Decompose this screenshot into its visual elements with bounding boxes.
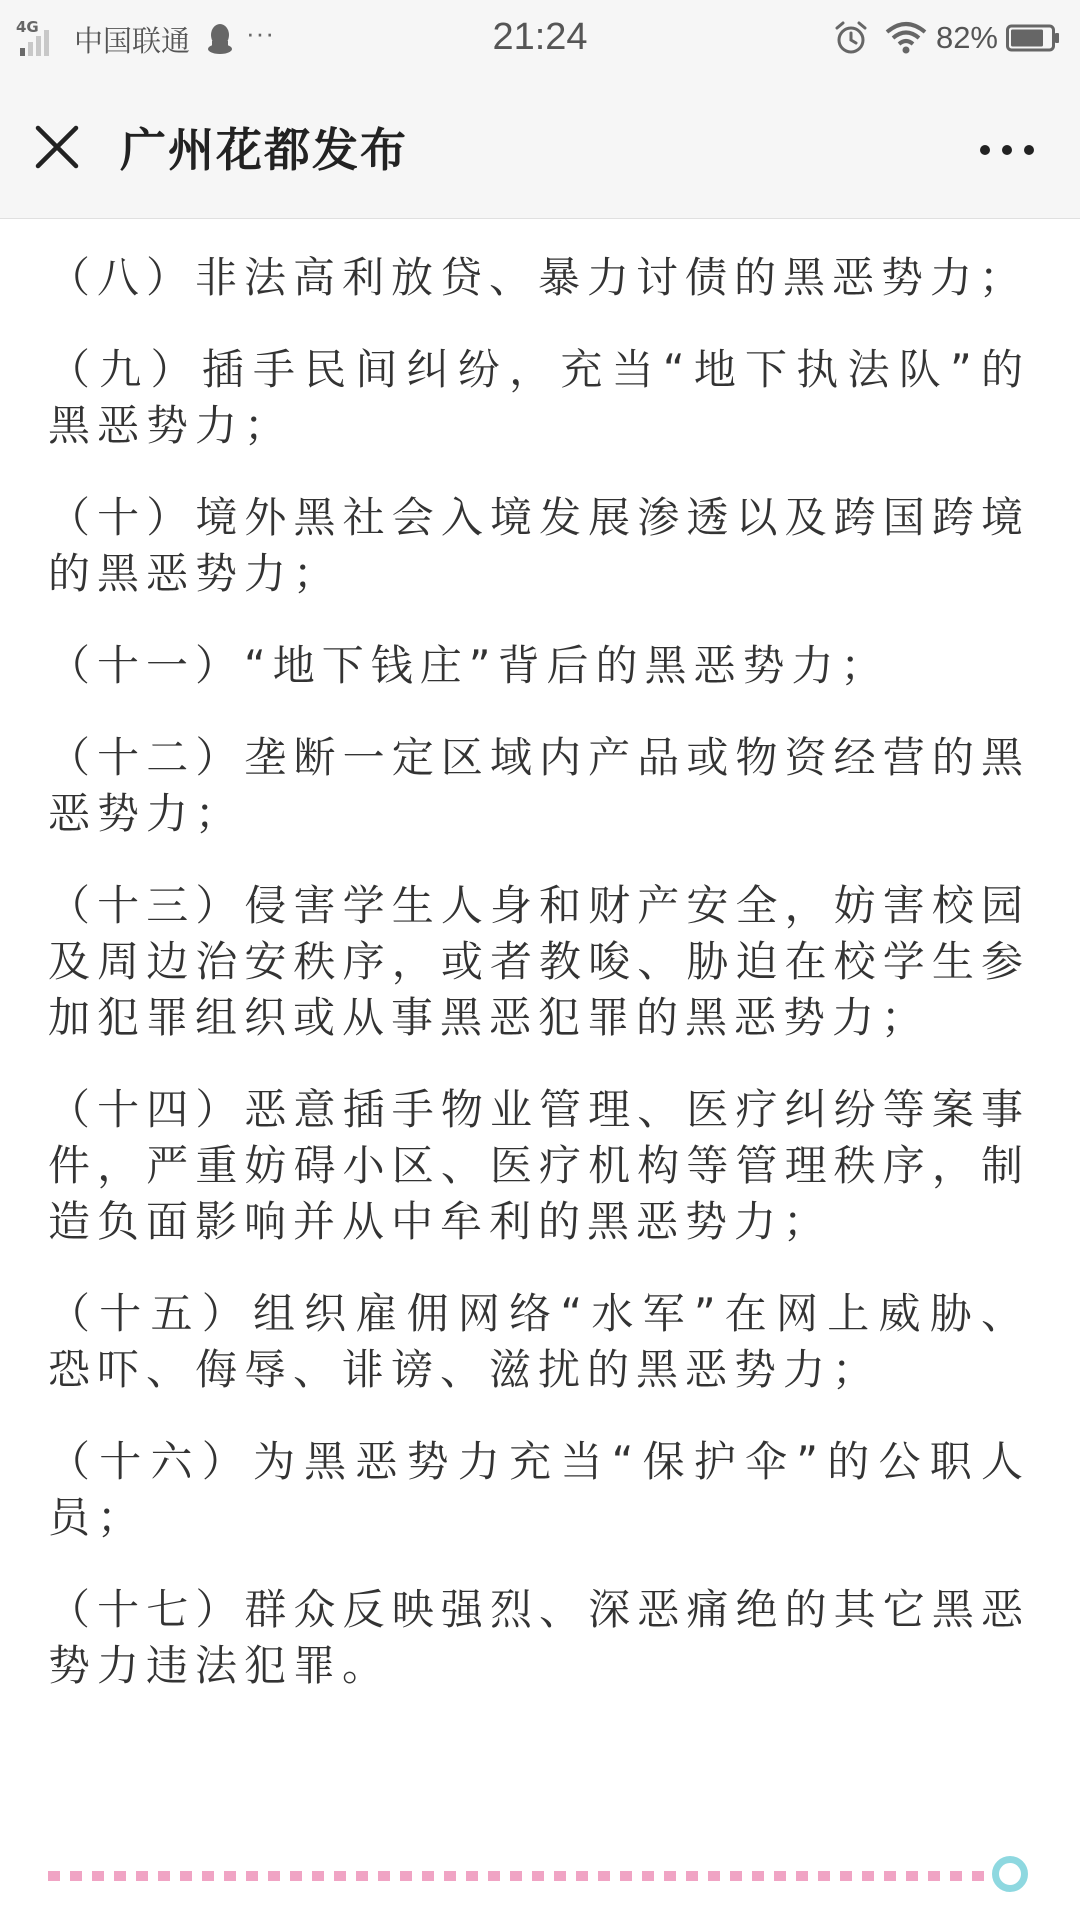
status-time: 21:24: [492, 16, 588, 58]
article-paragraph: （十五）组织雇佣网络“水军”在网上威胁、恐吓、侮辱、诽谤、滋扰的黑恶势力；: [48, 1289, 1030, 1394]
article-paragraph: （十三）侵害学生人身和财产安全，妨害校园及周边治安秩序，或者教唆、胁迫在校学生参加犯罪组织或从事黑恶犯罪的黑恶势力；: [48, 881, 1030, 1042]
article-paragraph: （八）非法高利放贷、暴力讨债的黑恶势力；: [48, 253, 1029, 302]
battery-icon: [1006, 23, 1060, 53]
article-paragraph: （十）境外黑社会入境发展渗透以及跨国跨境的黑恶势力；: [48, 493, 1030, 598]
wifi-icon: [884, 20, 928, 56]
article-paragraph: （十六）为黑恶势力充当“保护伞”的公职人员；: [48, 1437, 1030, 1542]
network-type: 4G: [16, 18, 39, 36]
alarm-icon: [832, 19, 870, 57]
status-more-dots: ···: [246, 17, 275, 48]
article-paragraph: （十一）“地下钱庄”背后的黑恶势力；: [48, 641, 890, 690]
article-content: [48, 250, 1030, 1730]
page-title: 广州花都发布: [120, 123, 408, 177]
status-bar: [0, 0, 1080, 78]
more-menu-icon[interactable]: [972, 128, 1042, 172]
article-paragraph: （十二）垄断一定区域内产品或物资经营的黑恶势力；: [48, 733, 1030, 838]
decorative-divider: [48, 1860, 1028, 1890]
dashed-line: [48, 1871, 988, 1881]
battery-percent: 82%: [935, 20, 998, 55]
carrier-name: 中国联通: [74, 23, 191, 58]
status-right: [832, 16, 1060, 60]
ring-icon: [992, 1856, 1028, 1892]
article-paragraph: （十四）恶意插手物业管理、医疗纠纷等案事件，严重妨碍小区、医疗机构等管理秩序，制造负面影响并从中牟利的黑恶势力；: [48, 1085, 1030, 1246]
article-paragraph: （九）插手民间纠纷，充当“地下执法队”的黑恶势力；: [48, 345, 1030, 450]
close-icon[interactable]: [26, 116, 88, 178]
title-bar: [0, 78, 1080, 219]
article-paragraph: （十七）群众反映强烈、深恶痛绝的其它黑恶势力违法犯罪。: [48, 1585, 1030, 1690]
